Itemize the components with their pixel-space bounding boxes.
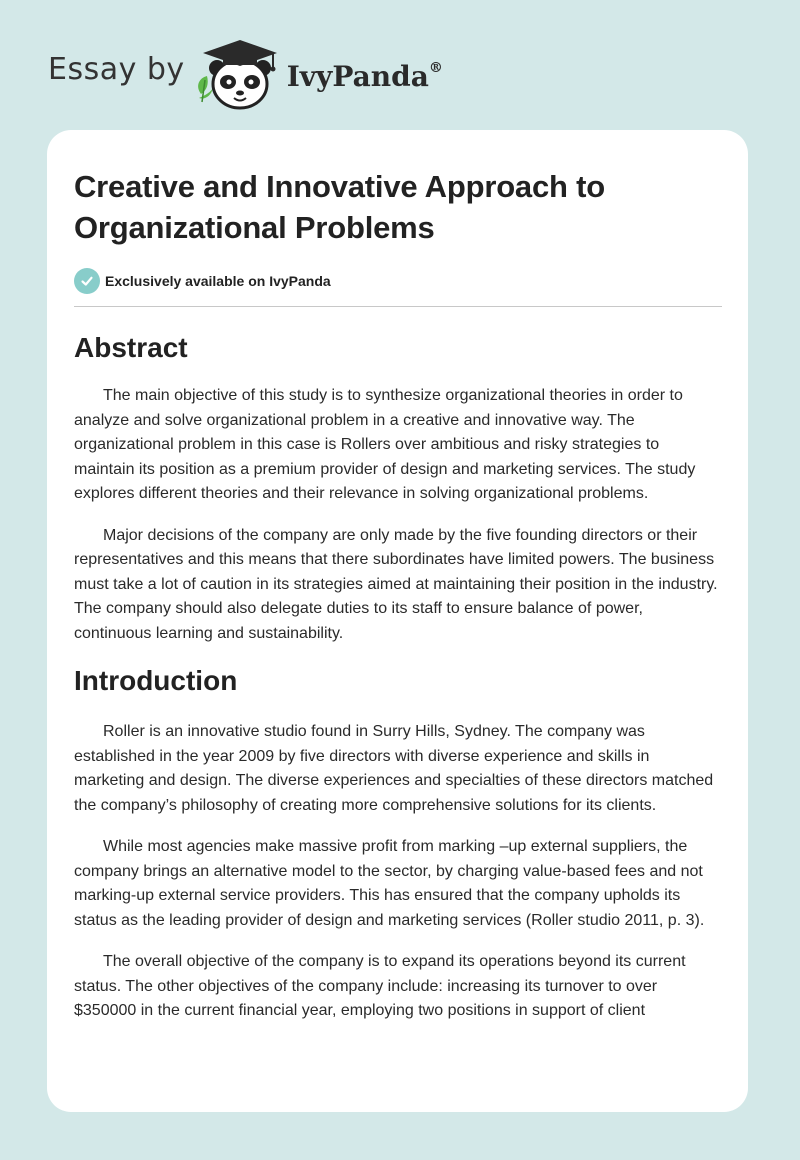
essay-by-label: Essay by bbox=[48, 51, 185, 87]
introduction-heading: Introduction bbox=[74, 665, 238, 696]
abstract-paragraph: The main objective of this study is to synthesize organizational theories in order to analyze and solve organizational problem in a creative and innovative way. The organizational problem in this case is Rollers over ambitious and risky strategies to maintain its position as a premium provider of design and marketing services. The study explores different theories and their relevance in solving organizational problems. bbox=[74, 387, 696, 502]
introduction-paragraph: The overall objective of the company is to expand its operations beyond its current status. The other objectives of the company include: increasing its turnover to over $350000 in the current financial year, employing two positions in support of client bbox=[74, 953, 686, 1019]
divider bbox=[74, 306, 722, 307]
abstract-paragraph: Major decisions of the company are only made by the five founding directors or their representatives and this means that there subordinates have limited powers. The business must take a lot of caution in its strategies aimed at maintaining their position in the industry. The company should also delegate duties to its staff to ensure balance of power, continuous learning and sustainability. bbox=[74, 526, 718, 642]
abstract-heading: Abstract bbox=[74, 332, 188, 363]
check-icon bbox=[74, 268, 100, 294]
brand-name[interactable]: IvyPanda® bbox=[286, 59, 443, 93]
badge-label: Exclusively available on IvyPanda bbox=[105, 273, 331, 289]
registered-mark: ® bbox=[428, 59, 443, 76]
site-header bbox=[48, 34, 468, 114]
article-title: Creative and Innovative Approach to Organizational Problems bbox=[74, 169, 606, 245]
panda-graduate-icon[interactable] bbox=[193, 36, 285, 112]
introduction-paragraph: Roller is an innovative studio found in Surry Hills, Sydney. The company was established in the year 2009 by five directors with diverse experience and skills in marketing and design. The diverse experiences and specialties of these directors matched the company’s philosophy of creating more comprehensive solutions for its clients. bbox=[74, 723, 714, 814]
exclusive-badge bbox=[74, 268, 722, 294]
introduction-paragraph: While most agencies make massive profit from marking –up external suppliers, the company brings an alternative model to the sector, by charging value-based fees and not marking-up external service providers. This has ensured that the company upholds its status as the leading provider of design and marketing services (Roller studio 2011, p. 3). bbox=[74, 838, 705, 929]
article-card bbox=[47, 130, 748, 1112]
